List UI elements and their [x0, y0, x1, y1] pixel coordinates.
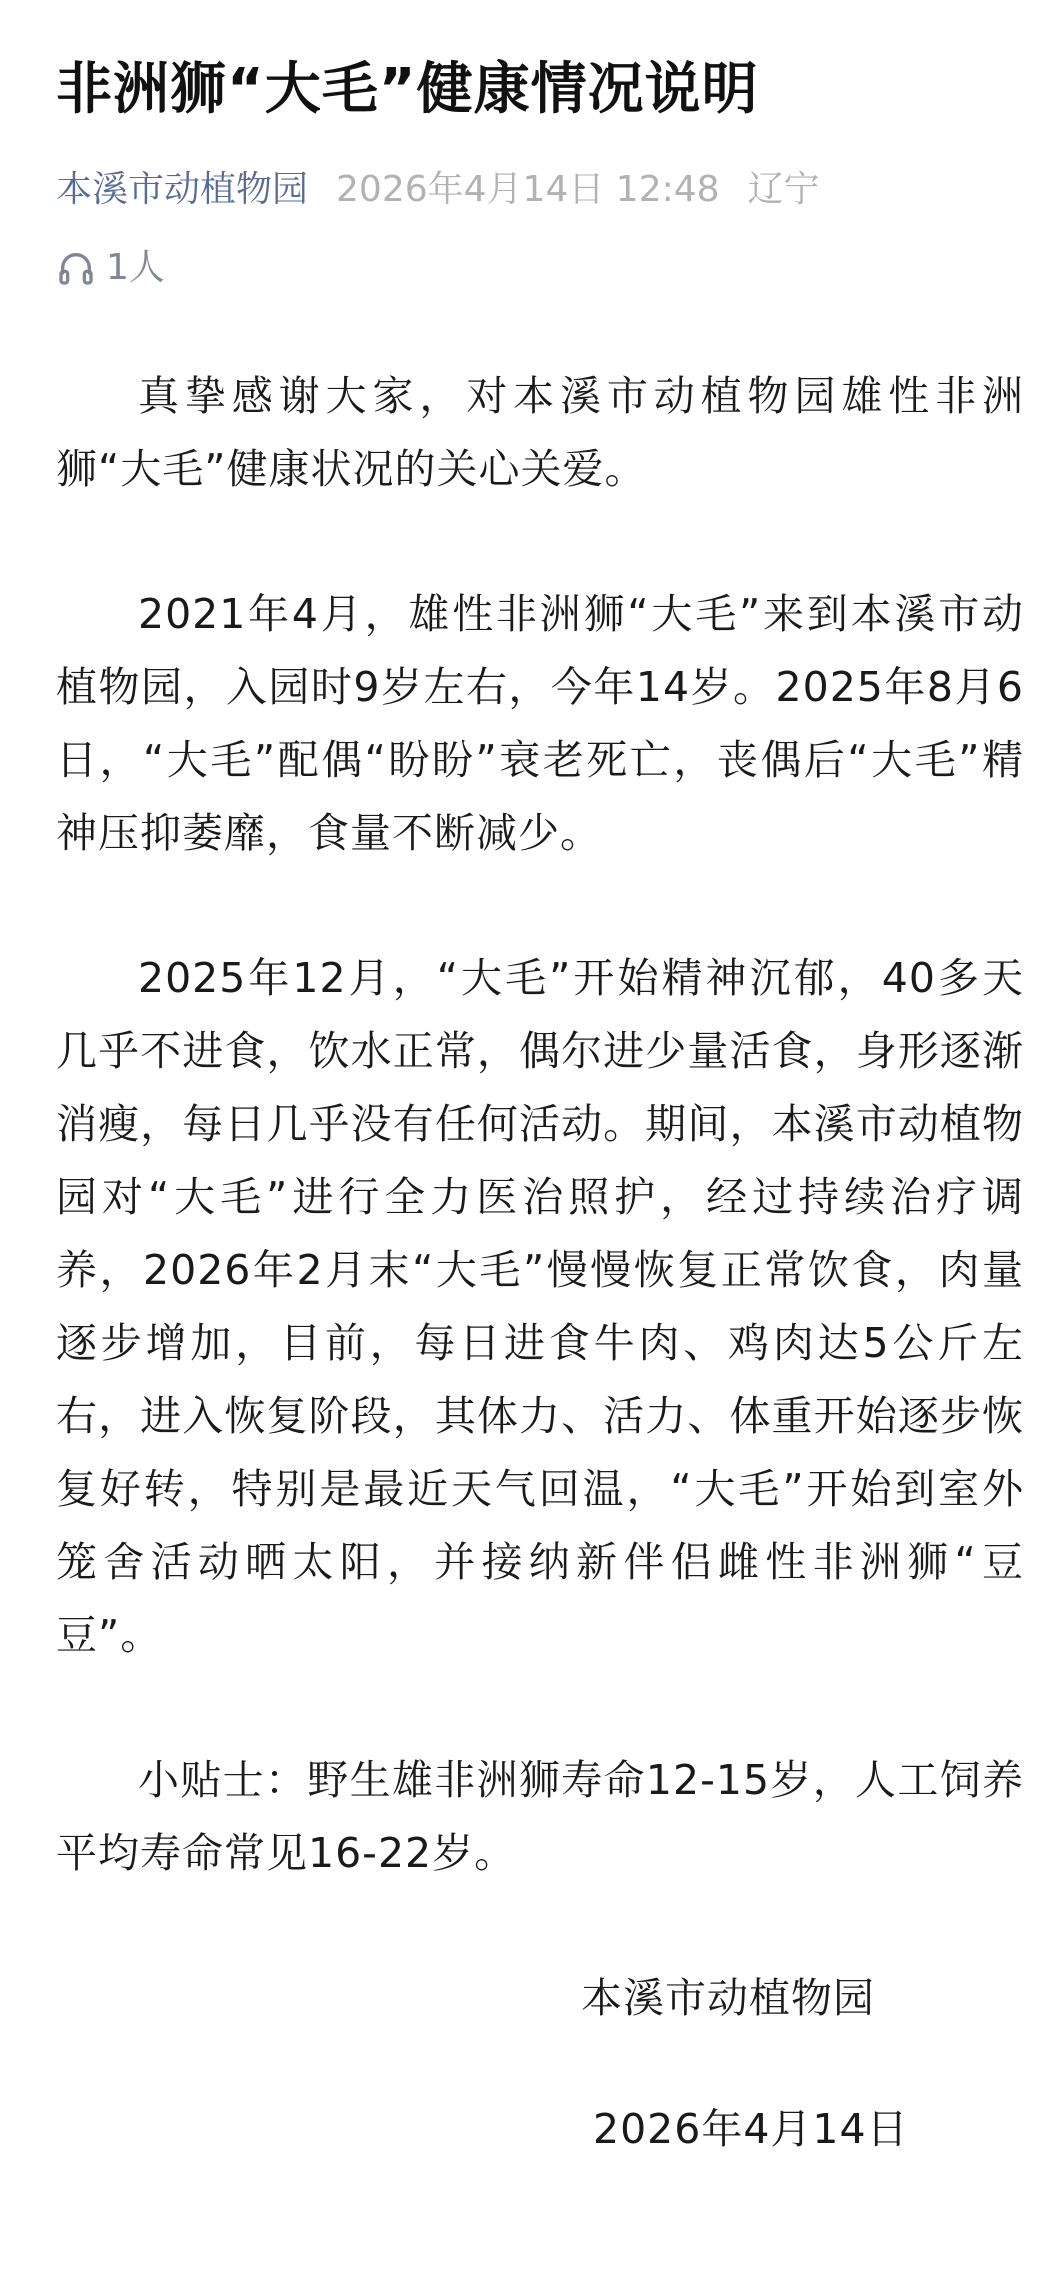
- article-meta: [56, 166, 1024, 214]
- paragraph-treatment: 2025年12月，“大毛”开始精神沉郁，40多天几乎不进食，饮水正常，偶尔进少量活食，身形逐渐消瘦，每日几乎没有任何活动。期间，本溪市动植物园对“大毛”进行全力医治照护，经过持续治疗调养，2026年2月末“大毛”慢慢恢复正常饮食，肉量逐步增加，目前，每日进食牛肉、鸡肉达5公斤左右，进入恢复阶段，其体力、活力、体重开始逐步恢复好转，特别是最近天气回温，“大毛”开始到室外笼舍活动晒太阳，并接纳新伴侣雌性非洲狮“豆豆”。: [56, 954, 1024, 1659]
- headphones-icon: [56, 248, 106, 288]
- source-account-link[interactable]: 本溪市动植物园: [56, 169, 309, 210]
- signature-organization: 本溪市动植物园: [581, 1974, 875, 2022]
- paragraph-tip: 小贴士：野生雄非洲狮寿命12-15岁，人工饲养平均寿命常见16-22岁。: [56, 1756, 1024, 1877]
- paragraph-background: 2021年4月，雄性非洲狮“大毛”来到本溪市动植物园，入园时9岁左右，今年14岁。2025年8月6日，“大毛”配偶“盼盼”衰老死亡，丧偶后“大毛”精神压抑萎靡，食量不断减少。: [56, 590, 1024, 857]
- article-title: 非洲狮“大毛”健康情况说明: [56, 57, 759, 122]
- article: [56, 0, 1024, 2166]
- signature-date: 2026年4月14日: [593, 2105, 909, 2153]
- article-body: [56, 360, 1024, 2166]
- publish-time: 2026年4月14日 12:48: [336, 169, 720, 210]
- listen-count: 1人: [106, 247, 165, 288]
- paragraph-thanks: 真挚感谢大家，对本溪市动植物园雄性非洲狮“大毛”健康状况的关心关爱。: [56, 372, 1024, 493]
- listen-counter[interactable]: [56, 244, 1024, 292]
- publish-region: 辽宁: [747, 169, 820, 210]
